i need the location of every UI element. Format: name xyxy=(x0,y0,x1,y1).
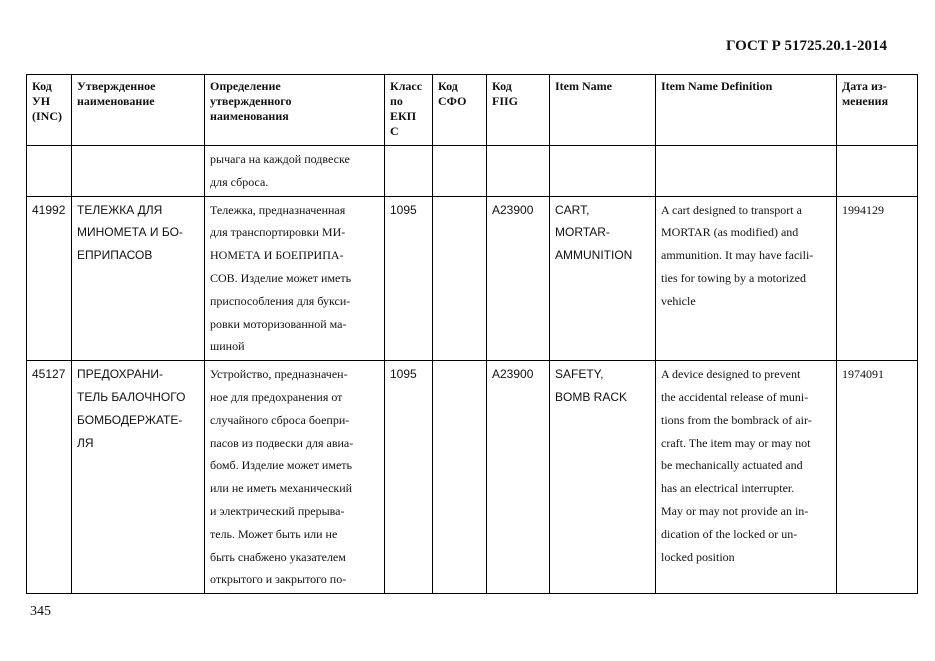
header-inc: Код УН (INC) xyxy=(27,75,72,146)
header-item-definition: Item Name Definition xyxy=(656,75,837,146)
table-row xyxy=(27,361,918,594)
cell-fiig: A23900 xyxy=(487,361,550,594)
cell-class: 1095 xyxy=(385,196,433,361)
cell-fiig: A23900 xyxy=(487,196,550,361)
cell-inc: 45127 xyxy=(27,361,72,594)
header-fiig: Код FIIG xyxy=(487,75,550,146)
header-approved-name: Утвержденное наименование xyxy=(72,75,205,146)
cell-item-definition xyxy=(656,146,837,197)
document-code: ГОСТ Р 51725.20.1-2014 xyxy=(725,38,887,54)
cell-inc xyxy=(27,146,72,197)
cell-definition: рычага на каждой подвеске для сброса. xyxy=(205,146,385,197)
table-row xyxy=(27,146,918,197)
header-item-name: Item Name xyxy=(550,75,656,146)
cell-date xyxy=(837,146,918,197)
cell-name: ПРЕДОХРАНИ- ТЕЛЬ БАЛОЧНОГО БОМБОДЕРЖАТЕ- ЛЯ xyxy=(72,361,205,594)
cell-item-name: CART, MORTAR- AMMUNITION xyxy=(550,196,656,361)
cell-name: ТЕЛЕЖКА ДЛЯ МИНОМЕТА И БО- ЕПРИПАСОВ xyxy=(72,196,205,361)
cell-sfo xyxy=(433,146,487,197)
cell-class: 1095 xyxy=(385,361,433,594)
cell-inc: 41992 xyxy=(27,196,72,361)
cell-date: 1974091 xyxy=(837,361,918,594)
table-header-row xyxy=(27,75,918,146)
header-sfo: Код СФО xyxy=(433,75,487,146)
header-class: Класс по ЕКП С xyxy=(385,75,433,146)
cell-definition: Тележка, предназначенная для транспортировки МИ- НОМЕТА И БОЕПРИПА- СОВ. Изделие может иметь приспособления для букси- ровки моторизованной ма- шиной xyxy=(205,196,385,361)
cell-class xyxy=(385,146,433,197)
cell-item-definition: A device designed to prevent the accidental release of muni- tions from the bombrack of air- craft. The item may or may not be mechanically actuated and has an electrical interrupter. May or may not provide an in- dication of the locked or un- locked position xyxy=(656,361,837,594)
cell-item-name xyxy=(550,146,656,197)
cell-sfo xyxy=(433,361,487,594)
page-number: 345 xyxy=(30,604,51,619)
cell-item-name: SAFETY, BOMB RACK xyxy=(550,361,656,594)
cell-sfo xyxy=(433,196,487,361)
cell-date: 1994129 xyxy=(837,196,918,361)
cell-definition: Устройство, предназначен- ное для предохранения от случайного сброса боепри- пасов из подвески для авиа- бомб. Изделие может иметь или не иметь механический и электрический прерыва- тель. Может быть или не быть снабжено указателем открытого и закрытого по- xyxy=(205,361,385,594)
cell-fiig xyxy=(487,146,550,197)
cell-item-definition: A cart designed to transport a MORTAR (as modified) and ammunition. It may have facili- ties for towing by a motorized vehicle xyxy=(656,196,837,361)
header-definition: Определение утвержденного наименования xyxy=(205,75,385,146)
catalog-table xyxy=(26,74,918,594)
table-row xyxy=(27,196,918,361)
header-change-date: Дата из- менения xyxy=(837,75,918,146)
cell-name xyxy=(72,146,205,197)
